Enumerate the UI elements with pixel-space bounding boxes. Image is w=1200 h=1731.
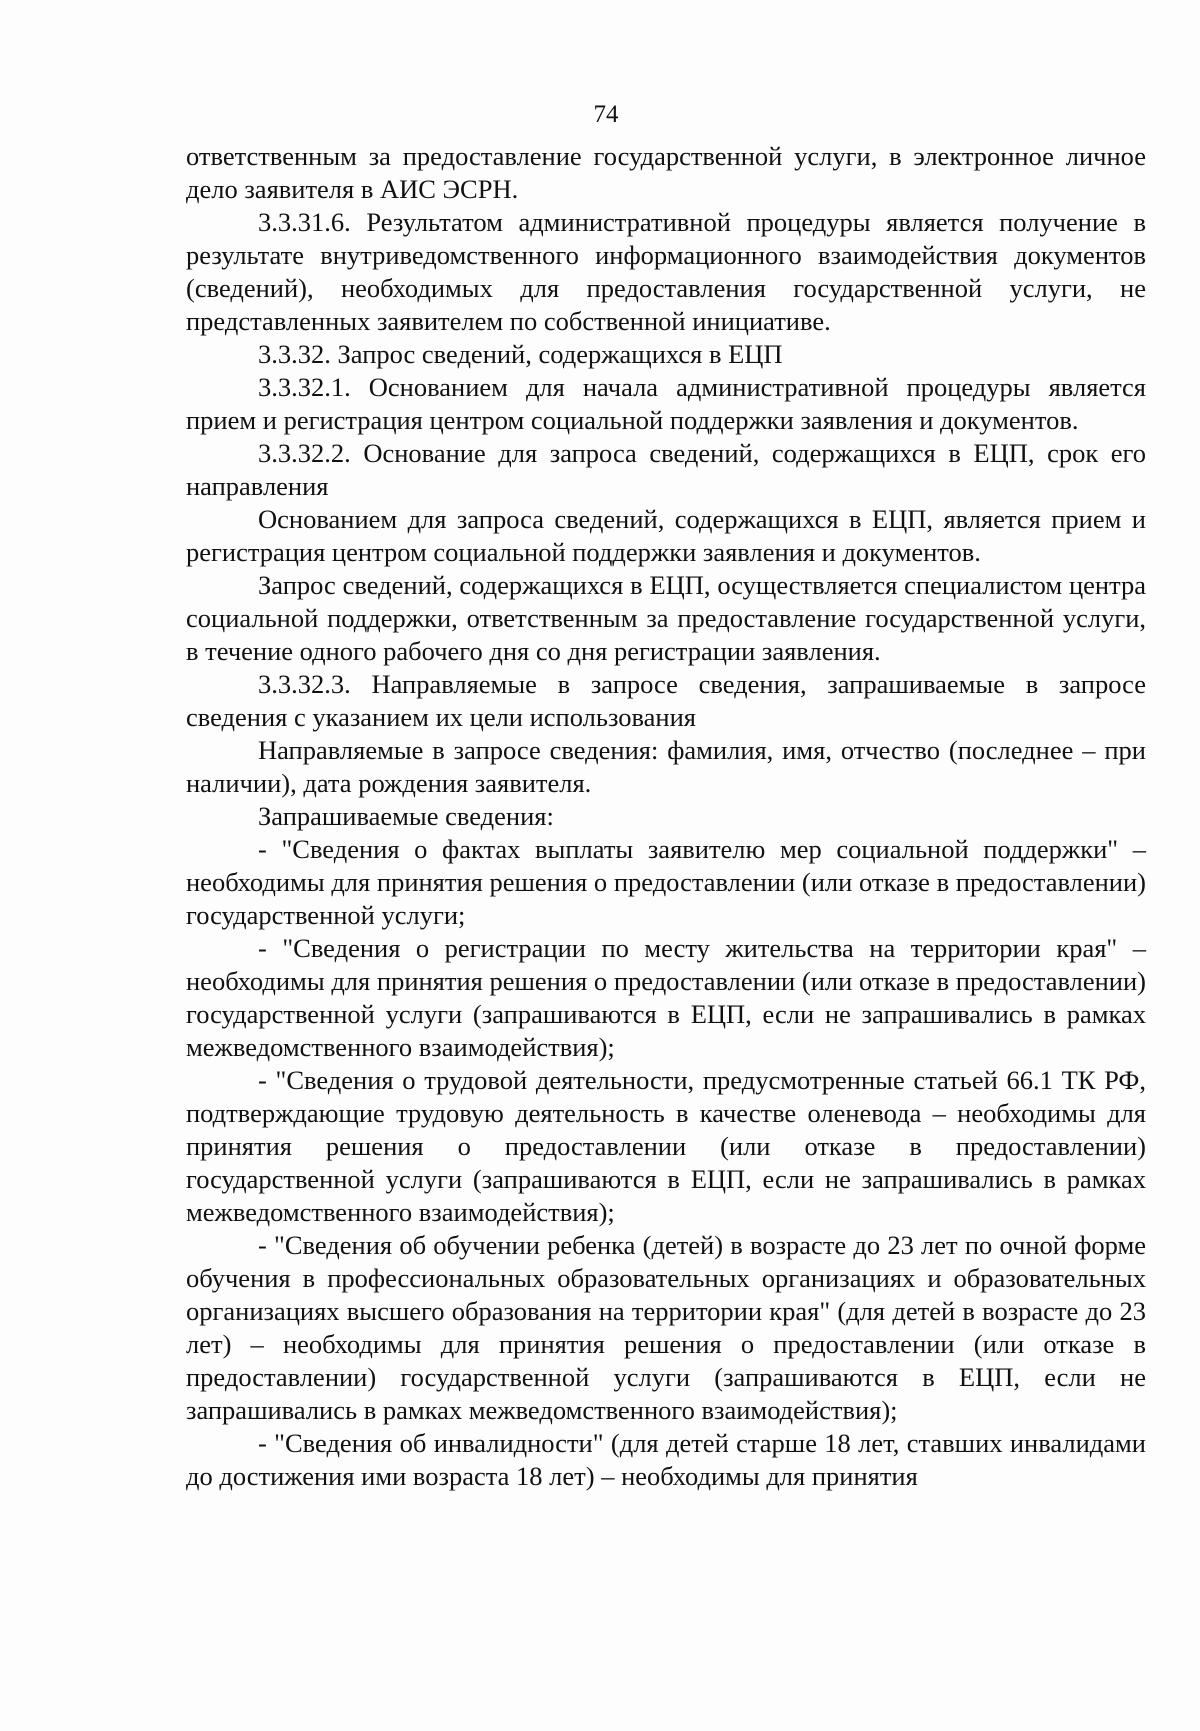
paragraph-continuation: ответственным за предоставление государственной услуги, в электронное личное дело заявителя в АИС ЭСРН.: [186, 141, 1146, 204]
page-number: 74: [593, 101, 619, 128]
paragraph-clause-3-3-32-1: 3.3.32.1. Основанием для начала административной процедуры является прием и регистрация центром социальной поддержки заявления и документов.: [186, 372, 1146, 435]
list-item-employment: - "Сведения о трудовой деятельности, предусмотренные статьей 66.1 ТК РФ, подтверждающие трудовую деятельность в качестве оленевода – необходимы для принятия решения о предоставлении (или отказе в предоставлении) государственной услуги (запрашиваются в ЕЦП, если не запрашивались в рамках межведомственного взаимодействия);: [186, 1065, 1146, 1227]
list-item-disability: - "Сведения об инвалидности" (для детей старше 18 лет, ставших инвалидами до достижения ими возраста 18 лет) – необходимы для принятия: [186, 1428, 1146, 1491]
paragraph-request-timing: Запрос сведений, содержащихся в ЕЦП, осуществляется специалистом центра социальной поддержки, ответственным за предоставление государственной услуги, в течение одного рабочего дня со дня регистрации заявления.: [186, 570, 1146, 666]
list-item-education: - "Сведения об обучении ребенка (детей) в возрасте до 23 лет по очной форме обучения в профессиональных образовательных организациях и образовательных организациях высшего образования на территории края" (для детей в возрасте до 23 лет) – необходимы для принятия решения о предоставлении (или отказе в предоставлении) государственной услуги (запрашиваются в ЕЦП, если не запрашивались в рамках межведомственного взаимодействия);: [186, 1230, 1146, 1425]
paragraph-clause-3-3-32-2: 3.3.32.2. Основание для запроса сведений, содержащихся в ЕЦП, срок его направления: [186, 438, 1146, 501]
paragraph-request-basis: Основанием для запроса сведений, содержащихся в ЕЦП, является прием и регистрация центром социальной поддержки заявления и документов.: [186, 504, 1146, 567]
paragraph-clause-3-3-32-3: 3.3.32.3. Направляемые в запросе сведения, запрашиваемые в запросе сведения с указанием их цели использования: [186, 669, 1146, 732]
section-heading-3-3-32: 3.3.32. Запрос сведений, содержащихся в ЕЦП: [258, 339, 783, 369]
list-item-registration: - "Сведения о регистрации по месту жительства на территории края" – необходимы для принятия решения о предоставлении (или отказе в предоставлении) государственной услуги (запрашиваются в ЕЦП, если не запрашивались в рамках межведомственного взаимодействия);: [186, 933, 1146, 1062]
document-body: [186, 140, 1146, 1493]
paragraph-sent-data: Направляемые в запросе сведения: фамилия, имя, отчество (последнее – при наличии), дата рождения заявителя.: [186, 735, 1146, 798]
list-item-payments: - "Сведения о фактах выплаты заявителю мер социальной поддержки" – необходимы для принятия решения о предоставлении (или отказе в предоставлении) государственной услуги;: [186, 834, 1146, 930]
paragraph-requested-data-heading: Запрашиваемые сведения:: [258, 801, 554, 831]
paragraph-clause-3-3-31-6: 3.3.31.6. Результатом административной процедуры является получение в результате внутриведомственного информационного взаимодействия документов (сведений), необходимых для предоставления государственной услуги, не представленных заявителем по собственной инициативе.: [186, 207, 1146, 336]
